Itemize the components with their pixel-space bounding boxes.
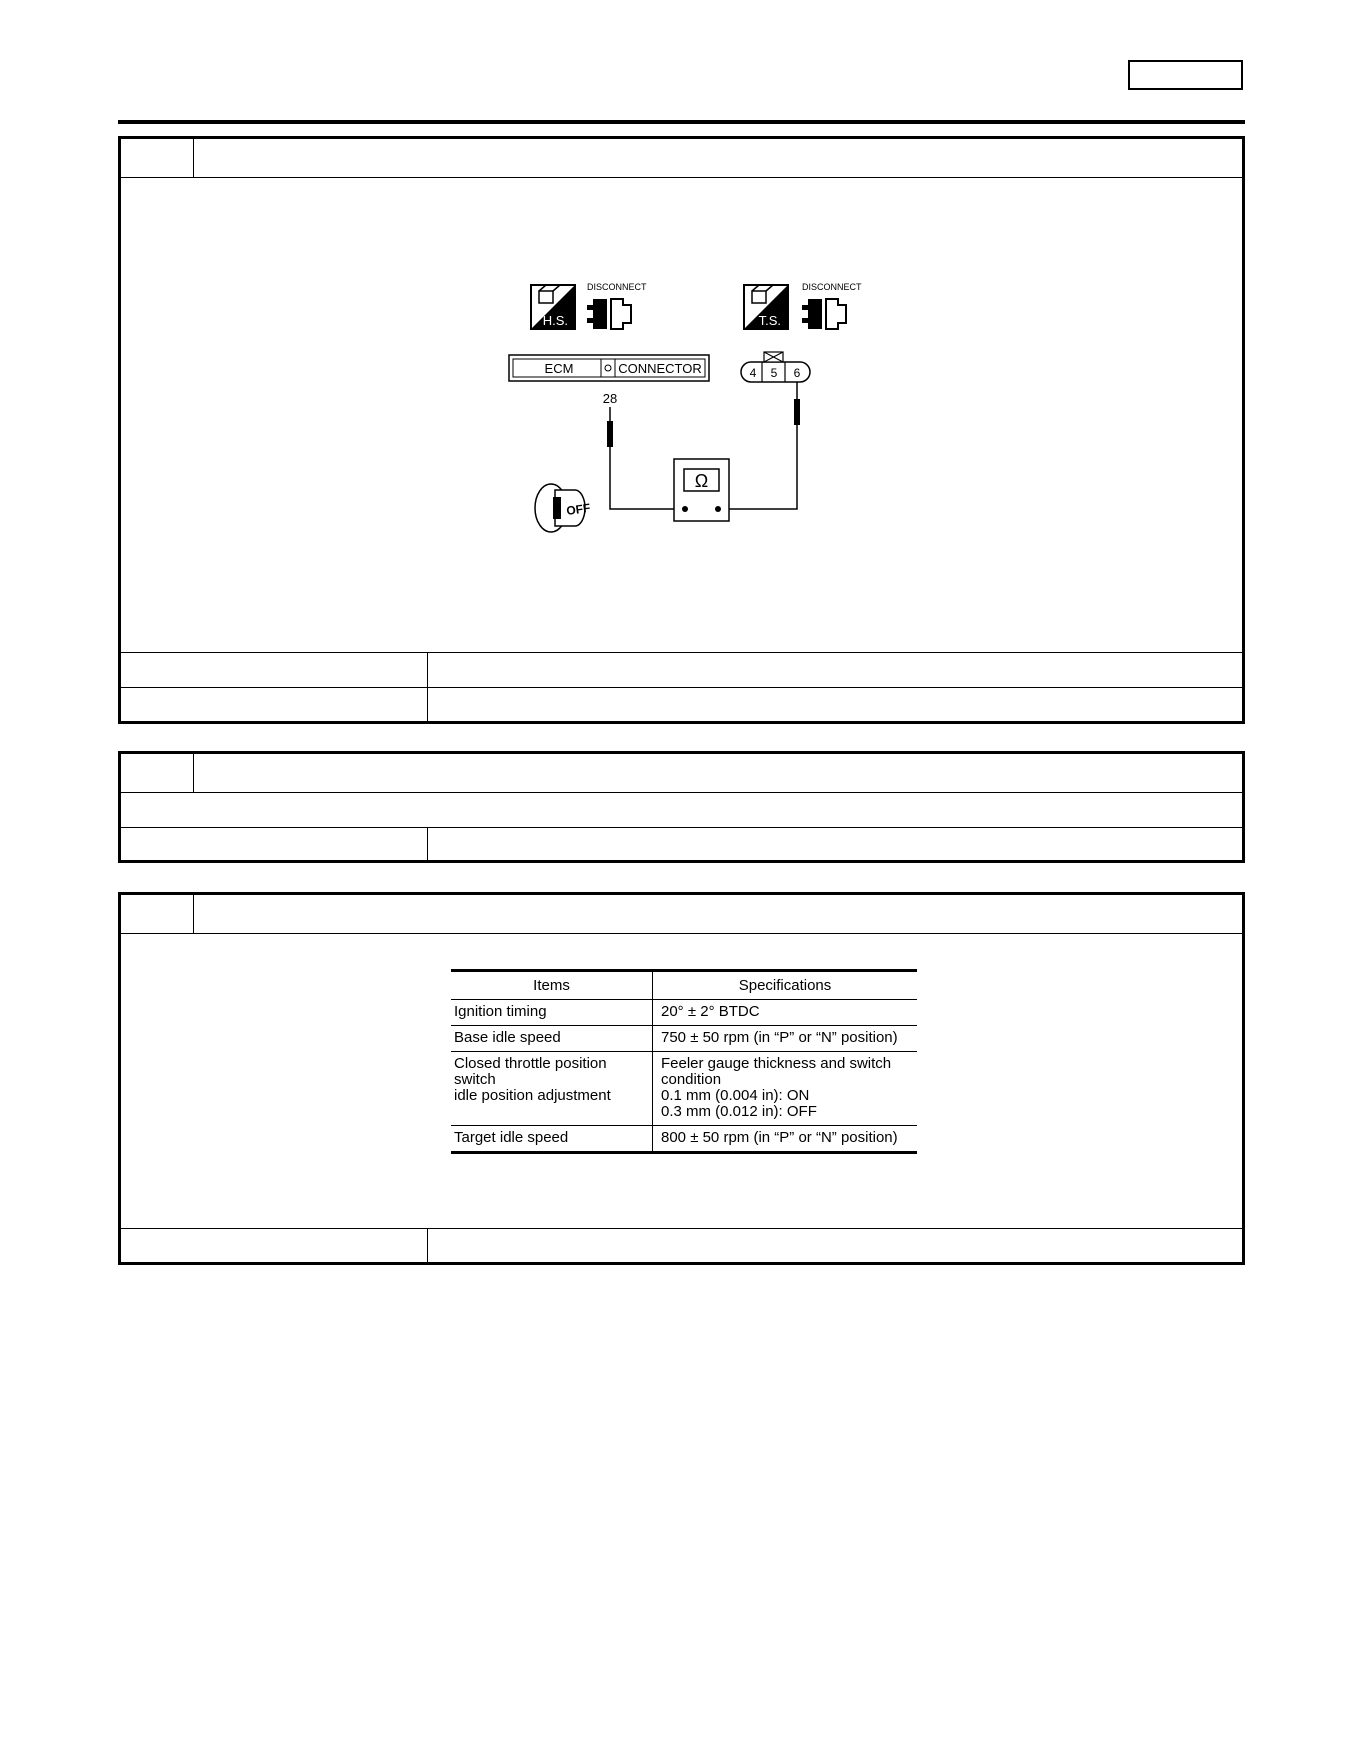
hs-label: H.S. bbox=[542, 313, 568, 328]
table-row bbox=[451, 1052, 917, 1126]
ohmmeter-icon bbox=[674, 459, 729, 521]
continuity-check-diagram bbox=[121, 177, 1242, 647]
step-2-header bbox=[121, 754, 1242, 793]
ts-pin-5: 5 bbox=[770, 366, 778, 380]
spec-value: Feeler gauge thickness and switch condition 0.1 mm (0.004 in): ON 0.3 mm (0.012 in): OFF bbox=[661, 1055, 892, 1120]
disconnect-label-left: DISCONNECT bbox=[587, 282, 647, 292]
step-1-number-cell bbox=[121, 139, 194, 177]
step-3-result bbox=[121, 1228, 1242, 1264]
spec-value: 800 ± 50 rpm (in “P” or “N” position) bbox=[661, 1129, 898, 1146]
step-3-header bbox=[121, 895, 1242, 934]
step-block-3 bbox=[118, 892, 1245, 1265]
step-2-body bbox=[121, 793, 1242, 827]
ohm-symbol: Ω bbox=[694, 471, 709, 491]
step-1-header bbox=[121, 139, 1242, 178]
step-1-result-ok-label bbox=[121, 653, 428, 688]
ts-connector bbox=[741, 352, 810, 382]
ecm-label: ECM bbox=[544, 361, 574, 376]
spec-value: 20° ± 2° BTDC bbox=[661, 1003, 760, 1020]
spec-item: Ignition timing bbox=[451, 1000, 653, 1025]
disconnect-icon-left bbox=[587, 282, 647, 329]
probe-left bbox=[607, 407, 677, 509]
disconnect-label-right: DISCONNECT bbox=[802, 282, 862, 292]
probe-right bbox=[726, 382, 800, 509]
step-3-number-cell bbox=[121, 895, 194, 933]
ts-label: T.S. bbox=[758, 313, 781, 328]
step-block-2 bbox=[118, 751, 1245, 863]
idle-spec-table bbox=[451, 969, 917, 1154]
table-row bbox=[451, 1026, 917, 1052]
ignition-off-icon bbox=[535, 484, 591, 532]
spec-header-specifications: Specifications bbox=[738, 977, 832, 994]
ts-pin-4: 4 bbox=[749, 366, 757, 380]
disconnect-icon-right bbox=[802, 282, 862, 329]
step-2-result bbox=[121, 827, 1242, 863]
spec-table-header bbox=[451, 972, 917, 1000]
step-2-number-cell bbox=[121, 754, 194, 792]
connector-label: CONNECTOR bbox=[618, 361, 702, 376]
step-1-result-ng-label bbox=[121, 688, 428, 723]
step-1-result-ok bbox=[121, 652, 1242, 688]
ignition-off-label: OFF bbox=[565, 500, 592, 518]
step-3-body bbox=[121, 934, 1242, 1228]
header-rule bbox=[118, 120, 1245, 124]
step-block-1 bbox=[118, 136, 1245, 724]
spec-item: Target idle speed bbox=[451, 1126, 653, 1151]
table-row bbox=[451, 1126, 917, 1151]
page-tag-box bbox=[1128, 60, 1243, 90]
table-row bbox=[451, 1000, 917, 1026]
step-1-result-ng bbox=[121, 687, 1242, 723]
spec-header-items: Items bbox=[451, 972, 653, 999]
ecm-terminal-number: 28 bbox=[602, 391, 618, 406]
step-2-result-label bbox=[121, 828, 428, 863]
ecm-connector-label bbox=[509, 355, 709, 381]
ts-pin-6: 6 bbox=[793, 366, 801, 380]
spec-item: Closed throttle position switch idle position adjustment bbox=[451, 1052, 653, 1125]
hs-icon bbox=[531, 285, 575, 329]
ts-icon bbox=[744, 285, 788, 329]
spec-value: 750 ± 50 rpm (in “P” or “N” position) bbox=[661, 1029, 898, 1046]
spec-item: Base idle speed bbox=[451, 1026, 653, 1051]
step-3-result-label bbox=[121, 1229, 428, 1264]
